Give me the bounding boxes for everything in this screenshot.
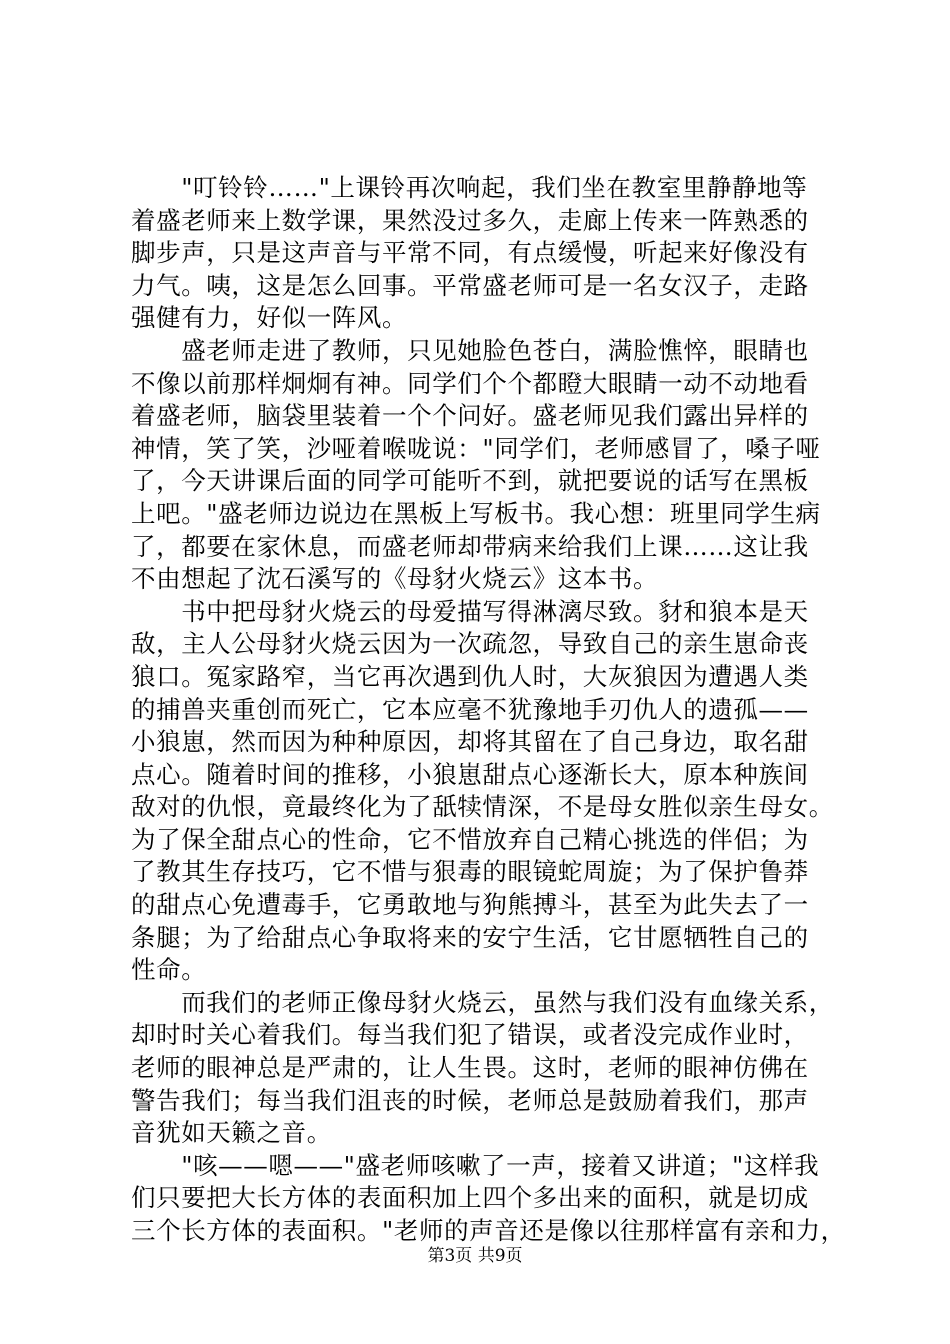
text-line: 点心。随着时间的推移，小狼崽甜点心逐渐长大，原本种族间	[131, 759, 809, 789]
text-line: 而我们的老师正像母豺火烧云，虽然与我们没有血缘关系，	[131, 987, 834, 1017]
text-line: 敌，主人公母豺火烧云因为一次疏忽，导致自己的亲生崽命丧	[131, 629, 809, 659]
text-line: 了，今天讲课后面的同学可能听不到，就把要说的话写在黑板	[131, 466, 809, 496]
text-line: 敌对的仇恨，竟最终化为了舐犊情深，不是母女胜似亲生母女。	[131, 792, 834, 822]
text-line: "叮铃铃……"上课铃再次响起，我们坐在教室里静静地等	[131, 173, 808, 202]
text-line: 却时时关心着我们。每当我们犯了错误，或者没完成作业时，	[131, 1020, 809, 1050]
text-line: 着盛老师来上数学课，果然没过多久，走廊上传来一阵熟悉的	[131, 205, 809, 235]
text-line: 了，都要在家休息，而盛老师却带病来给我们上课……这让我	[131, 531, 809, 561]
text-line: "咳——嗯——"盛老师咳嗽了一声，接着又讲道；"这样我	[131, 1150, 820, 1180]
text-line: 们只要把大长方体的表面积加上四个多出来的面积，就是切成	[131, 1183, 809, 1213]
text-line: 上吧。"盛老师边说边在黑板上写板书。我心想：班里同学生病	[131, 498, 821, 528]
text-line: 警告我们；每当我们沮丧的时候，老师总是鼓励着我们，那声	[131, 1085, 809, 1115]
text-line: 力气。咦，这是怎么回事。平常盛老师可是一名女汉子，走路	[131, 270, 809, 300]
text-line: 狼口。冤家路窄，当它再次遇到仇人时，大灰狼因为遭遇人类	[131, 661, 809, 691]
text-line: 性命。	[131, 955, 207, 985]
essay-body	[131, 172, 846, 1248]
text-line: 书中把母豺火烧云的母爱描写得淋漓尽致。豺和狼本是天	[131, 596, 809, 626]
text-line: 条腿；为了给甜点心争取将来的安宁生活，它甘愿牺牲自己的	[131, 922, 809, 952]
text-line: 老师的眼神总是严肃的，让人生畏。这时，老师的眼神仿佛在	[131, 1053, 809, 1083]
text-line: 音犹如天籁之音。	[131, 1118, 332, 1148]
text-line: 的捕兽夹重创而死亡，它本应毫不犹豫地手刃仇人的遗孤——	[131, 694, 809, 724]
page-number-footer: 第3页 共9页	[427, 1246, 523, 1266]
text-line: 神情，笑了笑，沙哑着喉咙说："同学们，老师感冒了，嗓子哑	[131, 433, 821, 463]
text-line: 三个长方体的表面积。"老师的声音还是像以往那样富有亲和力，	[131, 1216, 846, 1245]
text-line: 脚步声，只是这声音与平常不同，有点缓慢，听起来好像没有	[131, 238, 809, 268]
text-line: 着盛老师，脑袋里装着一个个问好。盛老师见我们露出异样的	[131, 401, 809, 431]
text-line: 的甜点心免遭毒手，它勇敢地与狗熊搏斗，甚至为此失去了一	[131, 890, 809, 920]
text-line: 为了保全甜点心的性命，它不惜放弃自己精心挑选的伴侣；为	[131, 824, 809, 854]
text-line: 了教其生存技巧，它不惜与狠毒的眼镜蛇周旋；为了保护鲁莽	[131, 857, 809, 887]
text-line: 不由想起了沈石溪写的《母豺火烧云》这本书。	[131, 564, 659, 594]
text-line: 盛老师走进了教师，只见她脸色苍白，满脸憔悴，眼睛也	[131, 335, 809, 365]
text-line: 不像以前那样炯炯有神。同学们个个都瞪大眼睛一动不动地看	[131, 368, 809, 398]
text-line: 小狼崽，然而因为种种原因，却将其留在了自己身边，取名甜	[131, 727, 809, 757]
text-line: 强健有力，好似一阵风。	[131, 303, 408, 333]
